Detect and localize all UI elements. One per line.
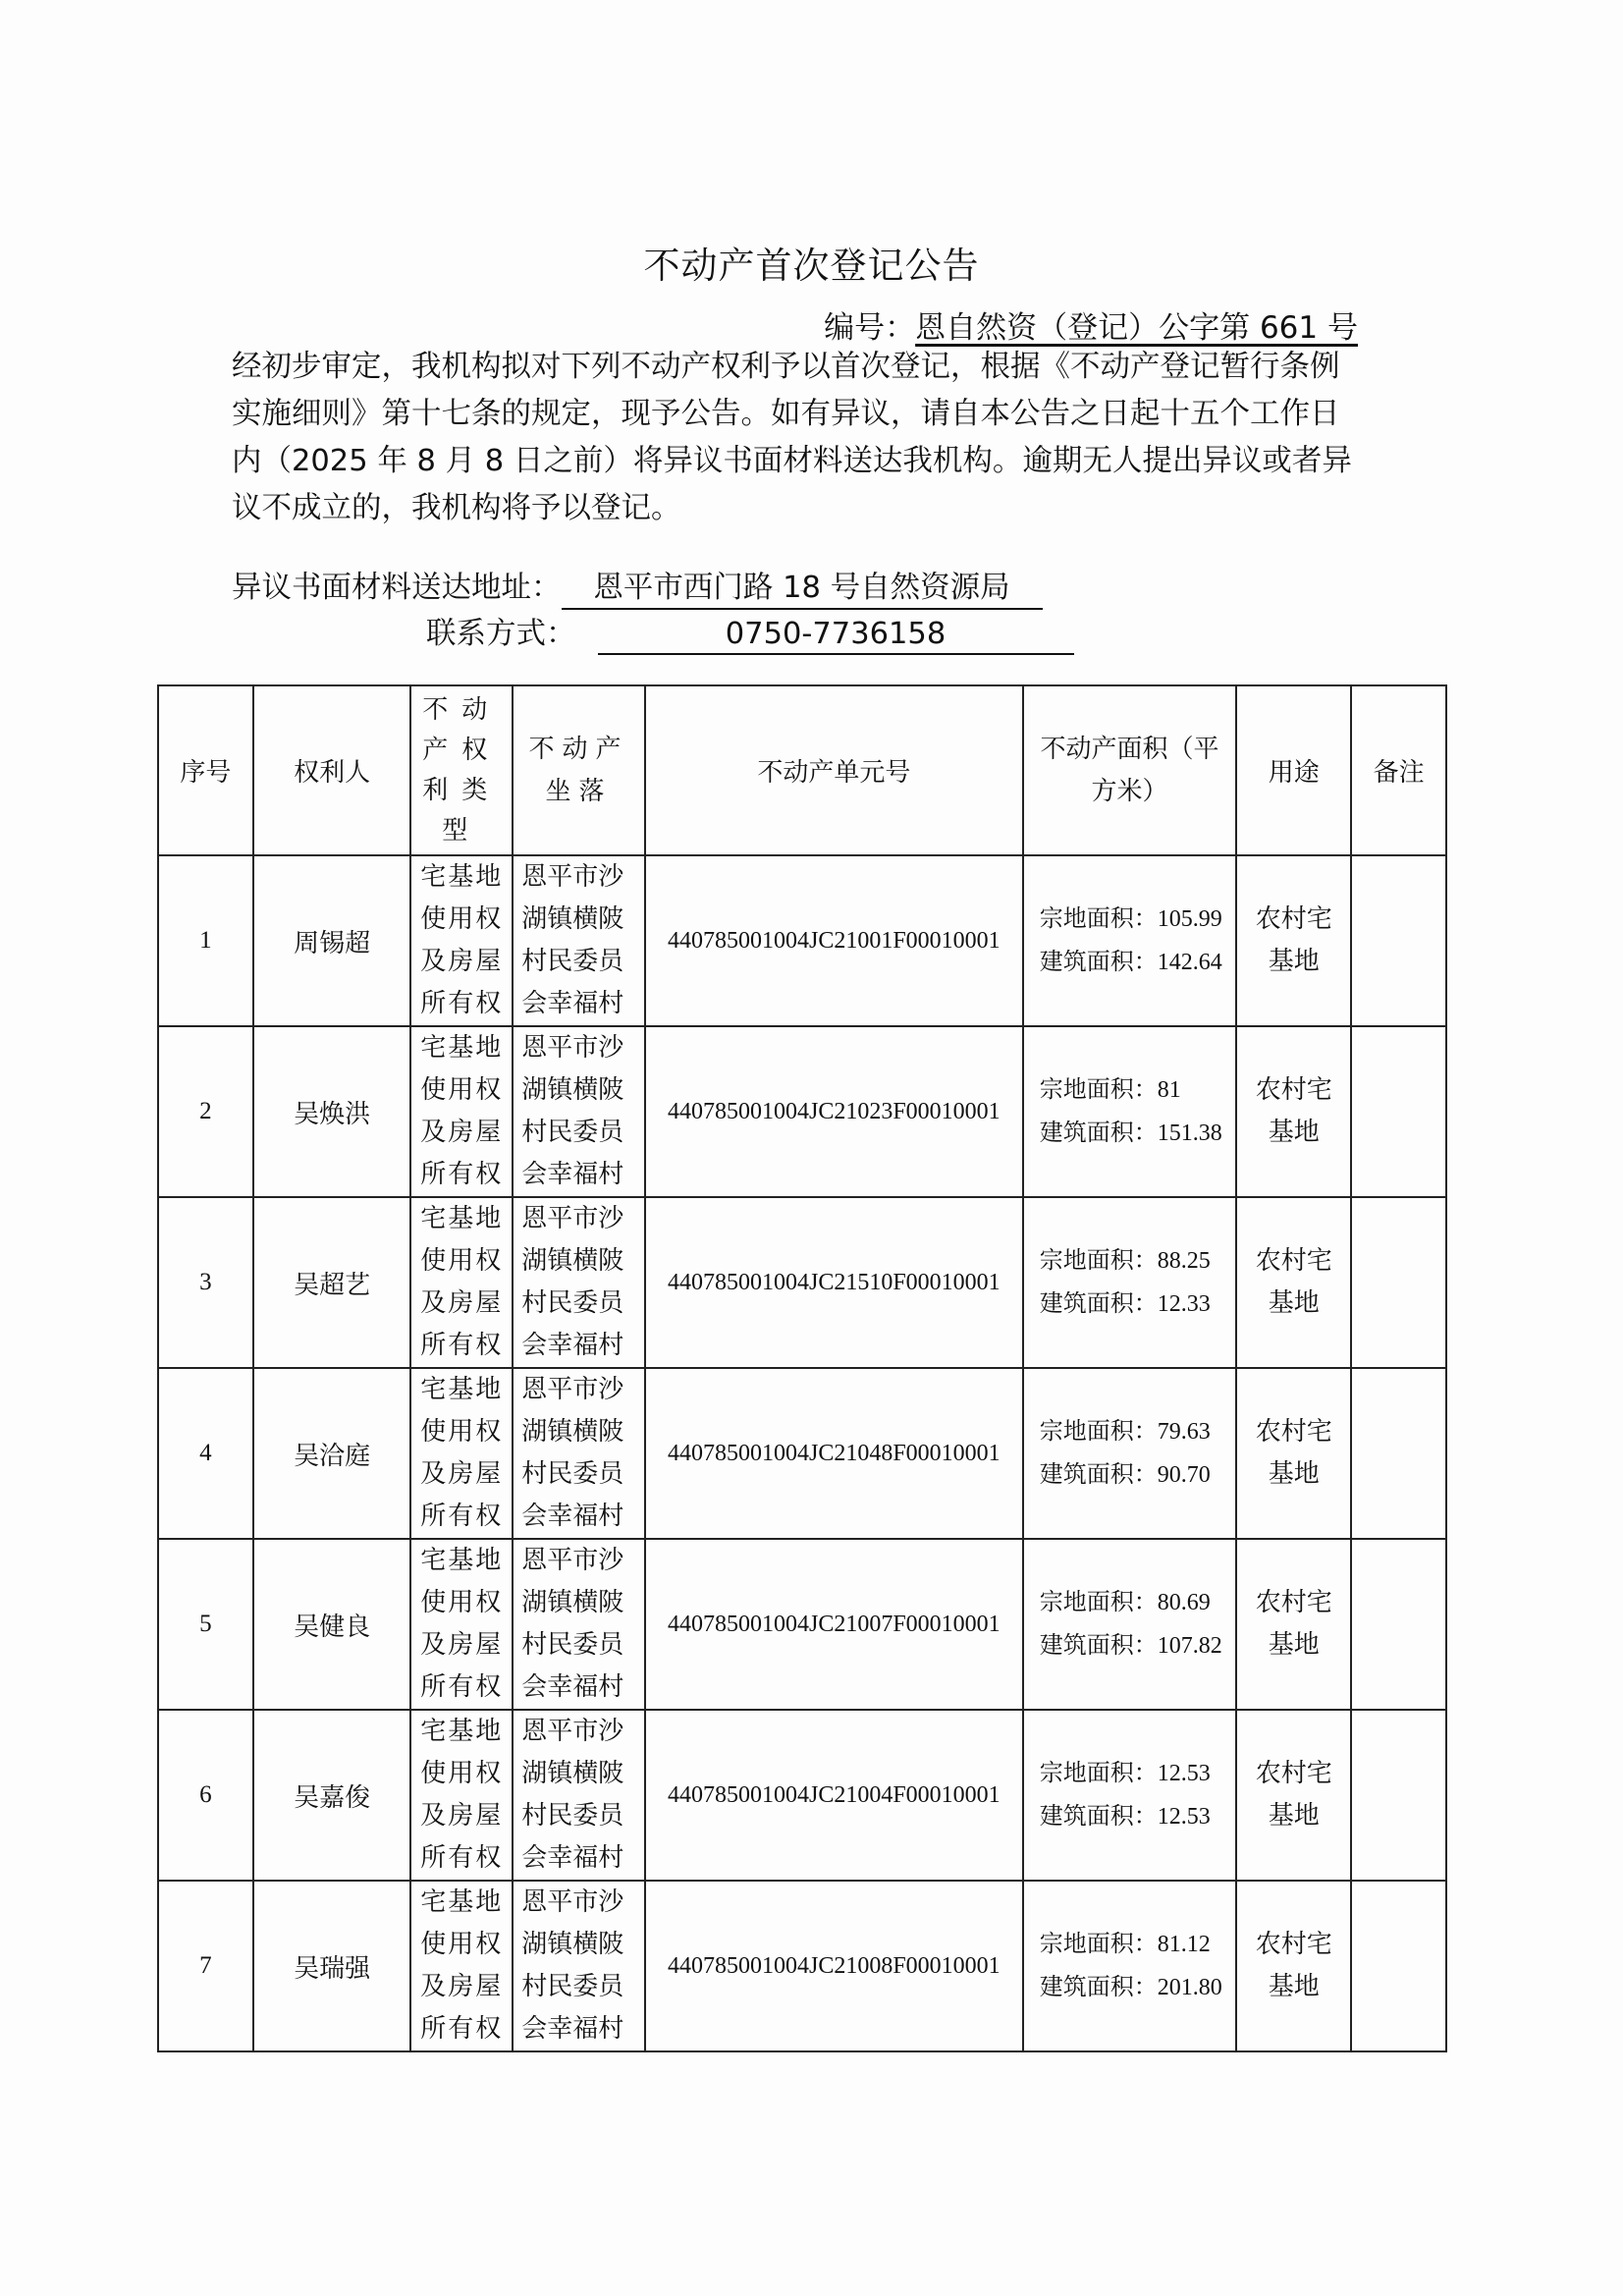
table-row [158, 1197, 1446, 1368]
intro-paragraph: 经初步审定，我机构拟对下列不动产权利予以首次登记，根据《不动产登记暂行条例实施细则》第十七条的规定，现予公告。如有异议，请自本公告之日起十五个工作日内（2025 年 8 月 8 日之前）将异议书面材料送达我机构。逾期无人提出异议或者异议不成立的，我机构将予以登记。 [232, 350, 1352, 525]
building-area: 建筑面积：90.70 [1039, 1462, 1211, 1488]
cell-owner: 吴健良 [253, 1539, 411, 1710]
building-area: 建筑面积：201.80 [1039, 1975, 1222, 2000]
cell-seq: 7 [158, 1881, 253, 2051]
contact-row [426, 609, 1074, 655]
cell-usage: 农村宅基地 [1236, 1368, 1351, 1539]
cell-right-type: 宅基地使用权及房屋所有权 [410, 1368, 513, 1539]
address-label: 异议书面材料送达地址： [232, 571, 562, 605]
document-number-value: 恩自然资（登记）公字第 661 号 [915, 310, 1358, 346]
document-number-label: 编号： [824, 310, 916, 346]
cell-location: 恩平市沙湖镇横陂村民委员会幸福村 [513, 1026, 645, 1197]
cell-owner: 吴洽庭 [253, 1368, 411, 1539]
cell-right-type: 宅基地使用权及房屋所有权 [410, 1710, 513, 1881]
header-owner: 权利人 [253, 685, 411, 855]
cell-owner: 周锡超 [253, 855, 411, 1026]
cell-seq: 5 [158, 1539, 253, 1710]
building-area: 建筑面积：12.33 [1039, 1291, 1211, 1317]
cell-area [1023, 1197, 1237, 1368]
land-area: 宗地面积：88.25 [1039, 1248, 1211, 1274]
cell-usage: 农村宅基地 [1236, 1710, 1351, 1881]
registration-table [157, 684, 1447, 2052]
cell-seq: 4 [158, 1368, 253, 1539]
cell-owner: 吴超艺 [253, 1197, 411, 1368]
cell-seq: 6 [158, 1710, 253, 1881]
cell-remark [1351, 1197, 1446, 1368]
contact-label: 联系方式： [426, 617, 576, 651]
address-value: 恩平市西门路 18 号自然资源局 [562, 563, 1043, 610]
table-header-row [158, 685, 1446, 855]
cell-unit-no: 440785001004JC21004F00010001 [645, 1710, 1023, 1881]
cell-remark [1351, 1710, 1446, 1881]
cell-right-type: 宅基地使用权及房屋所有权 [410, 855, 513, 1026]
header-remark: 备注 [1351, 685, 1446, 855]
cell-area [1023, 1026, 1237, 1197]
cell-unit-no: 440785001004JC21048F00010001 [645, 1368, 1023, 1539]
cell-location: 恩平市沙湖镇横陂村民委员会幸福村 [513, 1710, 645, 1881]
cell-owner: 吴嘉俊 [253, 1710, 411, 1881]
cell-area [1023, 1881, 1237, 2051]
cell-area [1023, 855, 1237, 1026]
cell-usage: 农村宅基地 [1236, 1539, 1351, 1710]
cell-right-type: 宅基地使用权及房屋所有权 [410, 1539, 513, 1710]
cell-unit-no: 440785001004JC21008F00010001 [645, 1881, 1023, 2051]
contact-value: 0750-7736158 [598, 617, 1074, 655]
cell-area [1023, 1710, 1237, 1881]
land-area: 宗地面积：81.12 [1039, 1932, 1211, 1957]
cell-remark [1351, 1368, 1446, 1539]
building-area: 建筑面积：107.82 [1039, 1633, 1222, 1659]
document-number [824, 302, 1358, 347]
building-area: 建筑面积：142.64 [1039, 950, 1222, 975]
cell-area [1023, 1539, 1237, 1710]
land-area: 宗地面积：105.99 [1039, 906, 1222, 932]
cell-location: 恩平市沙湖镇横陂村民委员会幸福村 [513, 1881, 645, 2051]
cell-remark [1351, 1026, 1446, 1197]
cell-seq: 1 [158, 855, 253, 1026]
cell-owner: 吴焕洪 [253, 1026, 411, 1197]
header-seq: 序号 [158, 685, 253, 855]
header-unit-no: 不动产单元号 [645, 685, 1023, 855]
cell-location: 恩平市沙湖镇横陂村民委员会幸福村 [513, 1368, 645, 1539]
land-area: 宗地面积：12.53 [1039, 1761, 1211, 1786]
cell-location: 恩平市沙湖镇横陂村民委员会幸福村 [513, 1539, 645, 1710]
land-area: 宗地面积：80.69 [1039, 1590, 1211, 1615]
cell-remark [1351, 1539, 1446, 1710]
header-location: 不动产坐落 [513, 685, 645, 855]
cell-area [1023, 1368, 1237, 1539]
building-area: 建筑面积：151.38 [1039, 1121, 1222, 1146]
page-title: 不动产首次登记公告 [643, 245, 980, 287]
cell-location: 恩平市沙湖镇横陂村民委员会幸福村 [513, 1197, 645, 1368]
header-usage: 用途 [1236, 685, 1351, 855]
cell-right-type: 宅基地使用权及房屋所有权 [410, 1197, 513, 1368]
cell-usage: 农村宅基地 [1236, 1026, 1351, 1197]
cell-unit-no: 440785001004JC21510F00010001 [645, 1197, 1023, 1368]
land-area: 宗地面积：81 [1039, 1077, 1181, 1103]
table-row [158, 1539, 1446, 1710]
land-area: 宗地面积：79.63 [1039, 1419, 1211, 1445]
cell-unit-no: 440785001004JC21023F00010001 [645, 1026, 1023, 1197]
table-row [158, 1026, 1446, 1197]
cell-location: 恩平市沙湖镇横陂村民委员会幸福村 [513, 855, 645, 1026]
cell-usage: 农村宅基地 [1236, 1197, 1351, 1368]
cell-right-type: 宅基地使用权及房屋所有权 [410, 1881, 513, 2051]
cell-unit-no: 440785001004JC21001F00010001 [645, 855, 1023, 1026]
cell-unit-no: 440785001004JC21007F00010001 [645, 1539, 1023, 1710]
cell-seq: 3 [158, 1197, 253, 1368]
cell-seq: 2 [158, 1026, 253, 1197]
cell-owner: 吴瑞强 [253, 1881, 411, 2051]
table-row [158, 855, 1446, 1026]
cell-remark [1351, 855, 1446, 1026]
header-right-type: 不动产权利类型 [410, 685, 513, 855]
cell-usage: 农村宅基地 [1236, 855, 1351, 1026]
building-area: 建筑面积：12.53 [1039, 1804, 1211, 1830]
header-area: 不动产面积（平方米） [1023, 685, 1237, 855]
cell-right-type: 宅基地使用权及房屋所有权 [410, 1026, 513, 1197]
cell-usage: 农村宅基地 [1236, 1881, 1351, 2051]
table-row [158, 1368, 1446, 1539]
table-row [158, 1710, 1446, 1881]
table-row [158, 1881, 1446, 2051]
address-row [232, 563, 1043, 610]
cell-remark [1351, 1881, 1446, 2051]
